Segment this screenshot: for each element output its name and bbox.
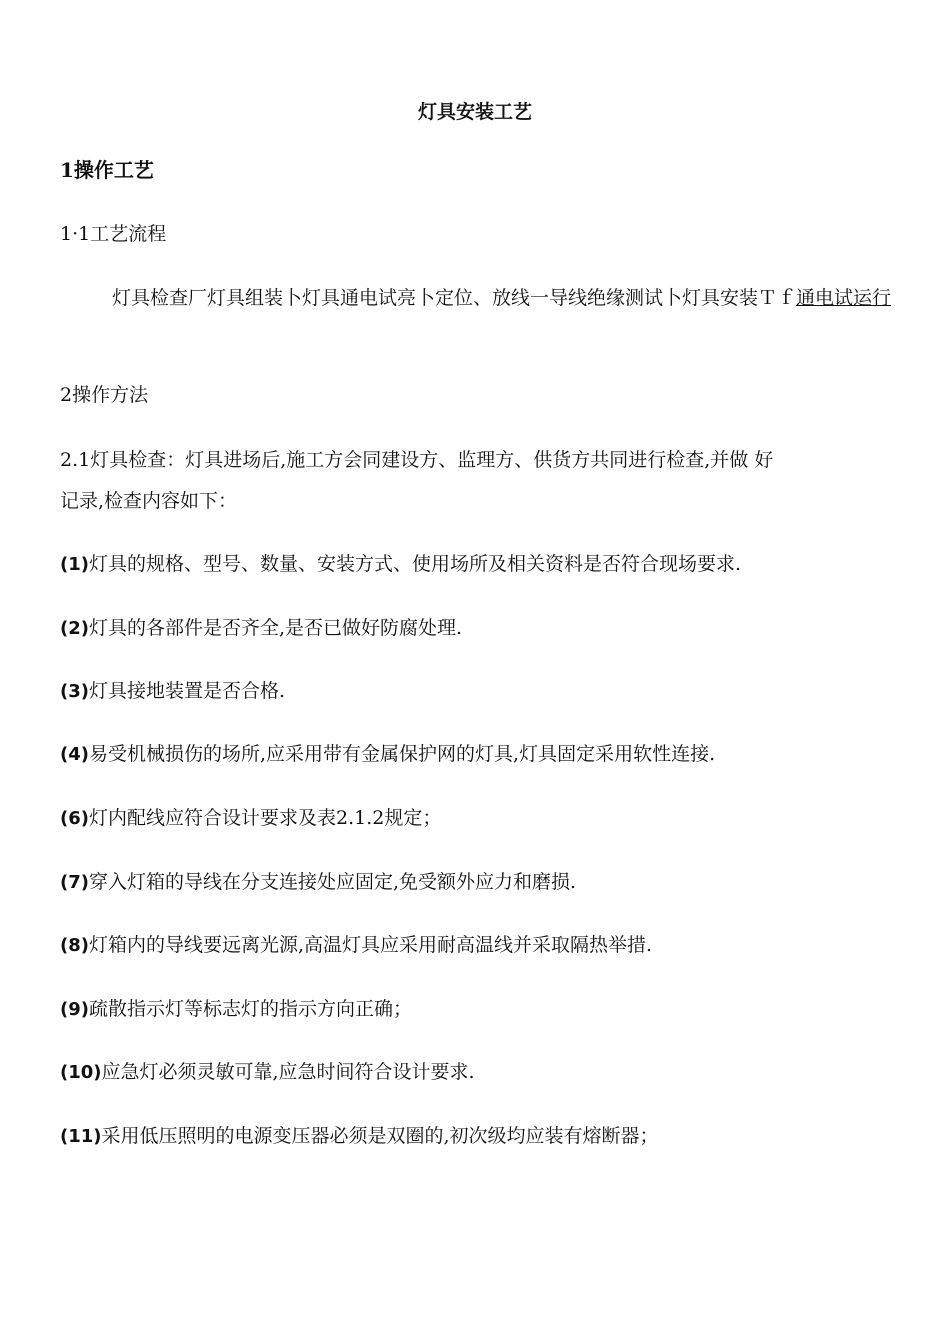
list-item-text: 灯内配线应符合设计要求及表2.1.2规定；	[88, 807, 442, 829]
list-item	[60, 1124, 659, 1149]
list-item-number: (7)	[60, 872, 89, 893]
list-item	[60, 742, 715, 767]
list-item-number: (6)	[60, 808, 89, 829]
process-flow-text: 灯具检查厂灯具组装卜灯具通电试亮卜定位、放线一导线绝缘测试卜灯具安装Ｔｆ	[112, 287, 797, 309]
list-item-text: 灯具的各部件是否齐全,是否已做好防腐处理.	[88, 617, 463, 639]
list-item	[60, 997, 412, 1022]
list-item-number: (10)	[60, 1062, 102, 1083]
item-2-1-line-1: 2.1灯具检查：灯具进场后,施工方会同建设方、监理方、供货方共同进行检查,并做 好	[60, 449, 774, 471]
list-item	[60, 679, 285, 704]
list-item-text: 灯具接地装置是否合格.	[88, 680, 286, 702]
list-item-text: 穿入灯箱的导线在分支连接处应固定,免受额外应力和磨损.	[88, 871, 577, 893]
list-item	[60, 1060, 475, 1085]
list-item-text: 易受机械损伤的场所,应采用带有金属保护网的灯具,灯具固定采用软性连接.	[88, 743, 716, 765]
list-item-number: (9)	[60, 999, 89, 1020]
list-item	[60, 552, 741, 577]
list-item-text: 采用低压照明的电源变压器必须是双圈的,初次级均应装有熔断器；	[101, 1125, 659, 1147]
list-item-number: (1)	[60, 554, 89, 575]
item-2-1-line-2: 记录,检查内容如下：	[60, 490, 238, 512]
process-flow-paragraph	[60, 277, 898, 319]
list-item	[60, 870, 576, 895]
list-item-number: (3)	[60, 681, 89, 702]
list-item-text: 疏散指示灯等标志灯的指示方向正确；	[88, 998, 412, 1020]
list-item	[60, 616, 462, 641]
list-item-number: (2)	[60, 618, 89, 639]
section-heading-1-1: 1·1工艺流程	[60, 223, 167, 245]
list-item	[60, 806, 441, 831]
page-title: 灯具安装工艺	[417, 101, 532, 123]
list-item-text: 应急灯必须灵敏可靠,应急时间符合设计要求.	[101, 1061, 475, 1083]
section-heading-2: 2操作方法	[60, 384, 149, 406]
list-item	[60, 933, 652, 958]
list-item-text: 灯箱内的导线要远离光源,高温灯具应采用耐高温线并采取隔热举措.	[88, 934, 653, 956]
list-item-number: (11)	[60, 1126, 102, 1147]
section-heading-1: 1操作工艺	[60, 158, 154, 182]
list-item-number: (8)	[60, 935, 89, 956]
list-item-number: (4)	[60, 744, 89, 765]
list-item-text: 灯具的规格、型号、数量、安装方式、使用场所及相关资料是否符合现场要求.	[88, 553, 742, 575]
process-flow-end: 通电试运行	[796, 287, 892, 309]
